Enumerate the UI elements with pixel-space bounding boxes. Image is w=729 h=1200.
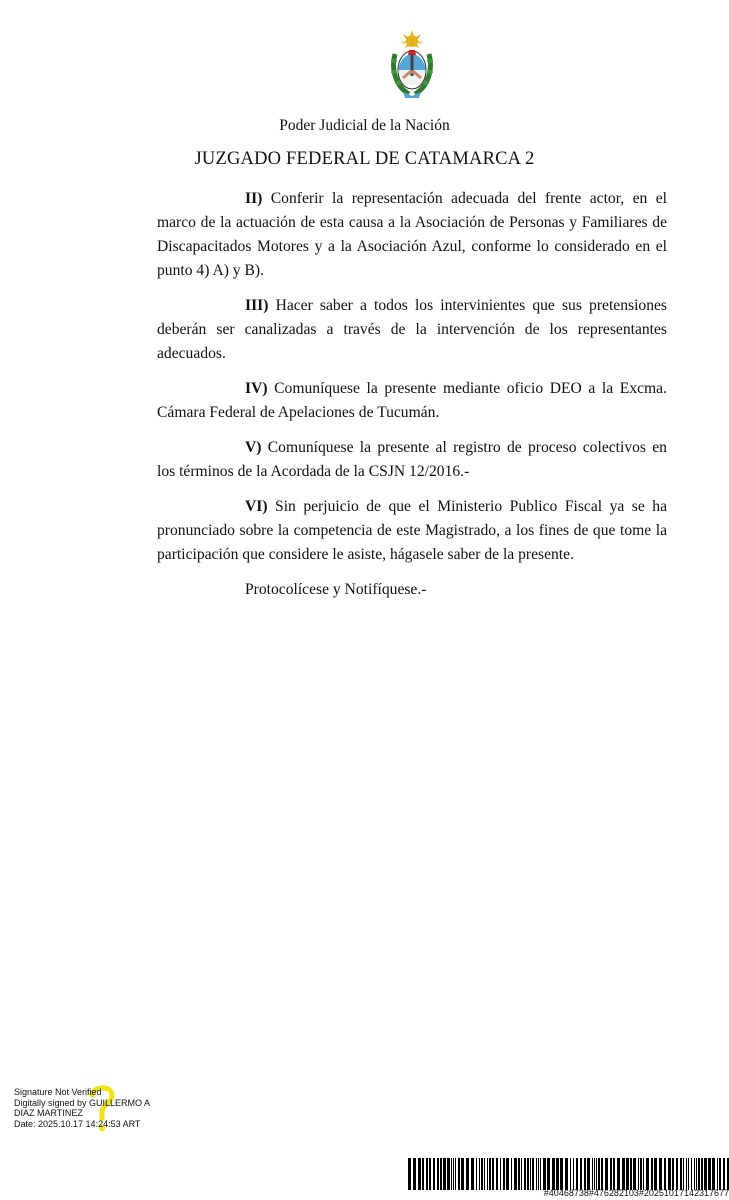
barcode-bar — [598, 1158, 600, 1190]
barcode-bar — [633, 1158, 636, 1190]
barcode-bar — [683, 1158, 684, 1190]
barcode-bar — [532, 1158, 534, 1190]
barcode-bar — [573, 1158, 574, 1190]
barcode-bar — [613, 1158, 615, 1190]
signed-by: Digitally signed by GUILLERMO A — [14, 1097, 151, 1108]
paragraph-label: VI) — [245, 498, 268, 515]
barcode-bar — [601, 1158, 603, 1190]
barcode-bar — [413, 1158, 416, 1190]
barcode-bar — [530, 1158, 531, 1190]
court-name: Poder Judicial de la Nación — [279, 117, 450, 134]
barcode-bar — [503, 1158, 505, 1190]
barcode-bar — [626, 1158, 629, 1190]
barcode-bar — [500, 1158, 501, 1190]
barcode-bar — [672, 1158, 674, 1190]
barcode-bar — [686, 1158, 687, 1190]
barcode-bar — [594, 1158, 595, 1190]
paragraph-text: Conferir la representación adecuada del frente actor, en el marco de la actuación de esta causa a la Asociación de Personas y Familiares de Discapacitados Motores y a la Asociación Azul, conforme lo considerado en el punto 4) A) y B). — [157, 190, 667, 279]
barcode-bar — [592, 1158, 593, 1190]
barcode-bar — [543, 1158, 546, 1190]
barcode-bar — [570, 1158, 571, 1190]
barcode-bar — [538, 1158, 539, 1190]
barcode-bar — [487, 1158, 488, 1190]
barcode-bar — [704, 1158, 707, 1190]
barcode-bar — [698, 1158, 700, 1190]
paragraph-text: Comuníquese la presente al registro de proceso colectivos en los términos de la Acordada de la CSJN 12/2016.- — [157, 439, 667, 480]
barcode-bar — [426, 1158, 428, 1190]
barcode-bar — [437, 1158, 439, 1190]
barcode-bar — [418, 1158, 421, 1190]
barcode-bar — [717, 1158, 718, 1190]
barcode-bar — [518, 1158, 520, 1190]
barcode-bar — [527, 1158, 529, 1190]
barcode-bar — [640, 1158, 642, 1190]
barcode-bar — [556, 1158, 559, 1190]
barcode-bar — [451, 1158, 452, 1190]
barcode-bar — [552, 1158, 555, 1190]
barcode-bar — [719, 1158, 721, 1190]
barcode-bar — [471, 1158, 474, 1190]
barcode-bar — [492, 1158, 494, 1190]
paragraph-label: V) — [245, 439, 262, 456]
barcode-bar — [547, 1158, 550, 1190]
barcode-bar — [646, 1158, 649, 1190]
barcode-bar — [605, 1158, 608, 1190]
barcode-bar — [453, 1158, 454, 1190]
barcode-bar — [455, 1158, 456, 1190]
paragraph-label: IV) — [245, 380, 268, 397]
barcode-bar — [511, 1158, 512, 1190]
barcode-bar — [654, 1158, 657, 1190]
barcode-bar — [688, 1158, 689, 1190]
barcode-bar — [429, 1158, 431, 1190]
barcode-bar — [701, 1158, 703, 1190]
barcode-bar — [443, 1158, 446, 1190]
barcode-bar — [433, 1158, 435, 1190]
paragraph-vi — [157, 495, 667, 567]
document-barcode — [408, 1158, 729, 1200]
court-subtitle: JUZGADO FEDERAL DE CATAMARCA 2 — [194, 149, 535, 169]
signature-status: Signature Not Verified — [14, 1087, 102, 1097]
paragraph-ii — [157, 187, 667, 283]
barcode-bar — [458, 1158, 460, 1190]
barcode-bar — [630, 1158, 632, 1190]
barcode-bar — [536, 1158, 537, 1190]
barcode-bar — [659, 1158, 662, 1190]
barcode-bar — [723, 1158, 725, 1190]
barcode-bar — [461, 1158, 464, 1190]
barcode-bar — [524, 1158, 526, 1190]
paragraph-iii — [157, 294, 667, 366]
barcode-bar — [668, 1158, 671, 1190]
barcode-bar — [422, 1158, 424, 1190]
barcode-bar — [514, 1158, 517, 1190]
argentine-coat-of-arms-icon — [389, 28, 435, 100]
barcode-bar — [565, 1158, 568, 1190]
paragraph-iv — [157, 377, 667, 425]
paragraph-text: Sin perjuicio de que el Ministerio Publico Fiscal ya se ha pronunciado sobre la competencia de este Magistrado, a los fines de que tome la participación que considere le asiste, hágasele saber de la presente. — [157, 498, 667, 563]
barcode-bar — [484, 1158, 485, 1190]
barcode-bar — [617, 1158, 620, 1190]
paragraph-text: Hacer saber a todos los intervinientes que sus pretensiones deberán ser canalizadas a través de la intervención de los representantes adecuados. — [157, 297, 667, 362]
paragraph-label: II) — [245, 190, 263, 207]
barcode-bar — [680, 1158, 682, 1190]
barcode-bar — [664, 1158, 666, 1190]
barcode-bar — [651, 1158, 653, 1190]
barcode-bar — [622, 1158, 625, 1190]
barcode-bar — [440, 1158, 442, 1190]
signer-name: DIAZ MARTINEZ — [14, 1108, 83, 1118]
barcode-bar — [479, 1158, 480, 1190]
paragraph-label: III) — [245, 297, 269, 314]
barcode-bar — [696, 1158, 697, 1190]
barcode-bar — [580, 1158, 582, 1190]
paragraph-v — [157, 436, 667, 484]
closing-line: Protocolícese y Notifíquese.- — [245, 581, 427, 598]
barcode-bar — [691, 1158, 692, 1190]
barcode-bar — [584, 1158, 586, 1190]
barcode-bar — [521, 1158, 522, 1190]
paragraph-text: Comuníquese la presente mediante oficio DEO a la Excma. Cámara Federal de Apelaciones de Tucumán. — [157, 380, 667, 421]
barcode-bar — [560, 1158, 563, 1190]
barcode-bar — [643, 1158, 644, 1190]
barcode-number: #40468738#476282103#20251017142317677 — [543, 1188, 729, 1198]
barcode-bar — [712, 1158, 715, 1190]
barcode-bar — [506, 1158, 509, 1190]
barcode-bar — [708, 1158, 711, 1190]
barcode-bar — [466, 1158, 469, 1190]
signature-date: Date: 2025.10.17 14:24:53 ART — [14, 1118, 141, 1129]
barcode-bar — [540, 1158, 541, 1190]
barcode-bars — [408, 1158, 729, 1190]
barcode-bar — [596, 1158, 597, 1190]
barcode-bar — [610, 1158, 612, 1190]
barcode-bar — [489, 1158, 491, 1190]
barcode-bar — [676, 1158, 678, 1190]
resolution-body — [157, 187, 667, 602]
barcode-bar — [638, 1158, 639, 1190]
barcode-bar — [447, 1158, 450, 1190]
digital-signature-block — [14, 1087, 150, 1129]
barcode-bar — [576, 1158, 578, 1190]
barcode-bar — [476, 1158, 477, 1190]
barcode-bar — [408, 1158, 411, 1190]
barcode-bar — [496, 1158, 498, 1190]
barcode-bar — [587, 1158, 590, 1190]
barcode-bar — [481, 1158, 483, 1190]
barcode-bar — [694, 1158, 695, 1190]
